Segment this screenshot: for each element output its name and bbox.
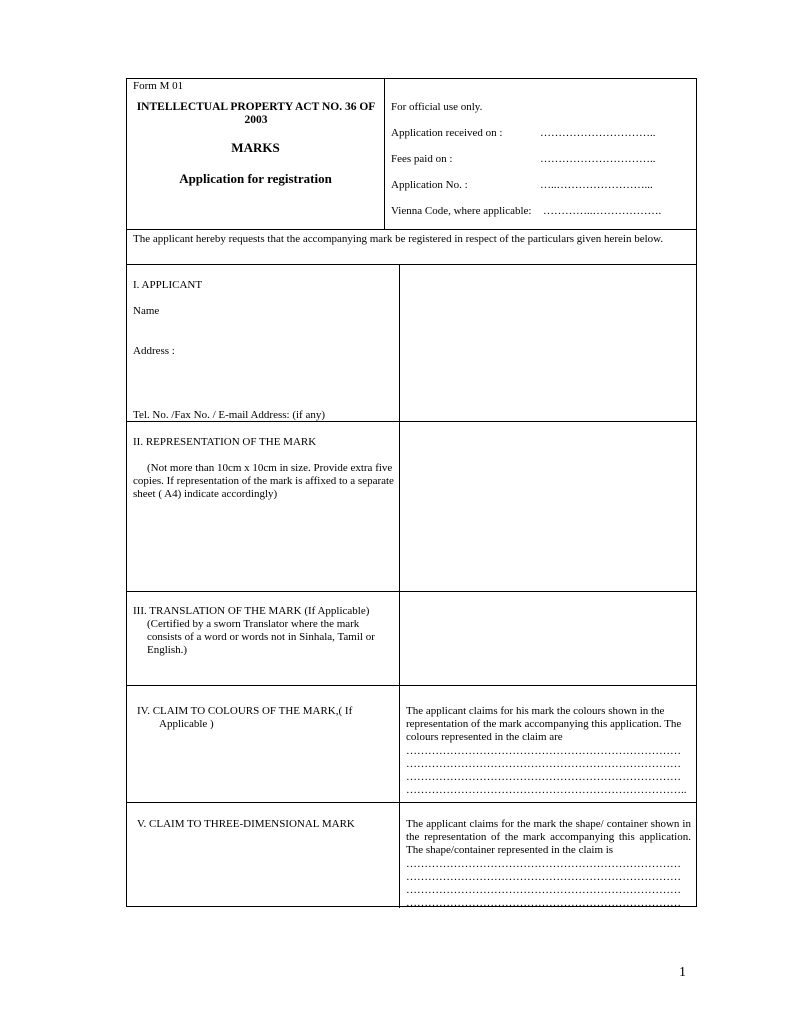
- request-row: [127, 230, 696, 265]
- contact-label: Tel. No. /Fax No. / E-mail Address: (if any): [133, 409, 326, 421]
- received-label: Application received on :: [391, 127, 503, 139]
- vienna-field[interactable]: …………..……………….: [543, 205, 662, 217]
- colours-line-2[interactable]: …………………………………………………………………: [406, 758, 681, 770]
- representation-note: (Not more than 10cm x 10cm in size. Provide extra five copies. If representation of the mark is affixed to a separate sheet ( A4) indicate accordingly): [133, 462, 394, 500]
- colours-line-1[interactable]: …………………………………………………………………: [406, 745, 681, 757]
- colours-claim-cell: [399, 686, 698, 802]
- translation-heading: III. TRANSLATION OF THE MARK (If Applicable): [133, 605, 370, 617]
- form-title-cell: [127, 79, 384, 229]
- representation-label-cell: [127, 422, 399, 591]
- applicant-row: [127, 265, 696, 422]
- three-d-line-3[interactable]: …………………………………………………………………: [406, 884, 681, 896]
- representation-heading: II. REPRESENTATION OF THE MARK: [133, 436, 317, 448]
- address-label: Address :: [133, 345, 175, 357]
- vienna-label: Vienna Code, where applicable:: [391, 205, 532, 217]
- appno-field[interactable]: …..……………………...: [540, 179, 653, 191]
- page-number: 1: [679, 965, 686, 980]
- representation-row: [127, 422, 696, 592]
- translation-note: (Certified by a sworn Translator where the mark consists of a word or words not in Sinhala, Tamil or English.): [147, 618, 375, 656]
- three-d-line-1[interactable]: …………………………………………………………………: [406, 858, 681, 870]
- three-d-claim-cell: [399, 803, 698, 908]
- colours-row: [127, 686, 696, 803]
- registration-form: [126, 78, 697, 907]
- header-row: [127, 79, 696, 230]
- fees-field[interactable]: …………………………..: [540, 153, 656, 165]
- three-d-row: [127, 803, 696, 908]
- colours-label-cell: [127, 686, 399, 802]
- three-d-claim-text: The applicant claims for the mark the shape/ container shown in the representation of the mark accompanying this application. The shape/container represented in the claim is: [406, 818, 691, 856]
- translation-label-cell: [127, 592, 399, 685]
- three-d-label-cell: [127, 803, 399, 908]
- act-title: INTELLECTUAL PROPERTY ACT NO. 36 OF 2003: [136, 101, 376, 126]
- applicant-heading: I. APPLICANT: [133, 279, 203, 291]
- three-d-line-2[interactable]: …………………………………………………………………: [406, 871, 681, 883]
- applicant-input-cell[interactable]: [399, 265, 698, 421]
- three-d-heading: V. CLAIM TO THREE-DIMENSIONAL MARK: [137, 818, 355, 830]
- fees-label: Fees paid on :: [391, 153, 453, 165]
- colours-heading: IV. CLAIM TO COLOURS OF THE MARK,( If Applicable ): [137, 705, 353, 730]
- official-use-cell: [384, 79, 698, 229]
- official-use-heading: For official use only.: [391, 101, 483, 113]
- applicant-label-cell: [127, 265, 399, 421]
- name-label: Name: [133, 305, 160, 317]
- colours-line-3[interactable]: …………………………………………………………………: [406, 771, 681, 783]
- application-title: Application for registration: [179, 171, 332, 186]
- marks-title: MARKS: [231, 140, 280, 155]
- appno-label: Application No. :: [391, 179, 468, 191]
- form-id: Form M 01: [133, 80, 184, 92]
- translation-row: [127, 592, 696, 686]
- representation-input-cell[interactable]: [399, 422, 698, 591]
- request-text: The applicant hereby requests that the accompanying mark be registered in respect of the particulars given herein below.: [133, 233, 664, 245]
- translation-input-cell[interactable]: [399, 592, 698, 685]
- received-field[interactable]: …………………………..: [540, 127, 656, 139]
- colours-line-4[interactable]: …………………………………………………………………..: [406, 784, 687, 796]
- three-d-line-4[interactable]: …………………………………………………………………: [406, 897, 681, 909]
- colours-claim-text: The applicant claims for his mark the colours shown in the representation of the mark accompanying this application. The colours represented in the claim are: [406, 705, 682, 743]
